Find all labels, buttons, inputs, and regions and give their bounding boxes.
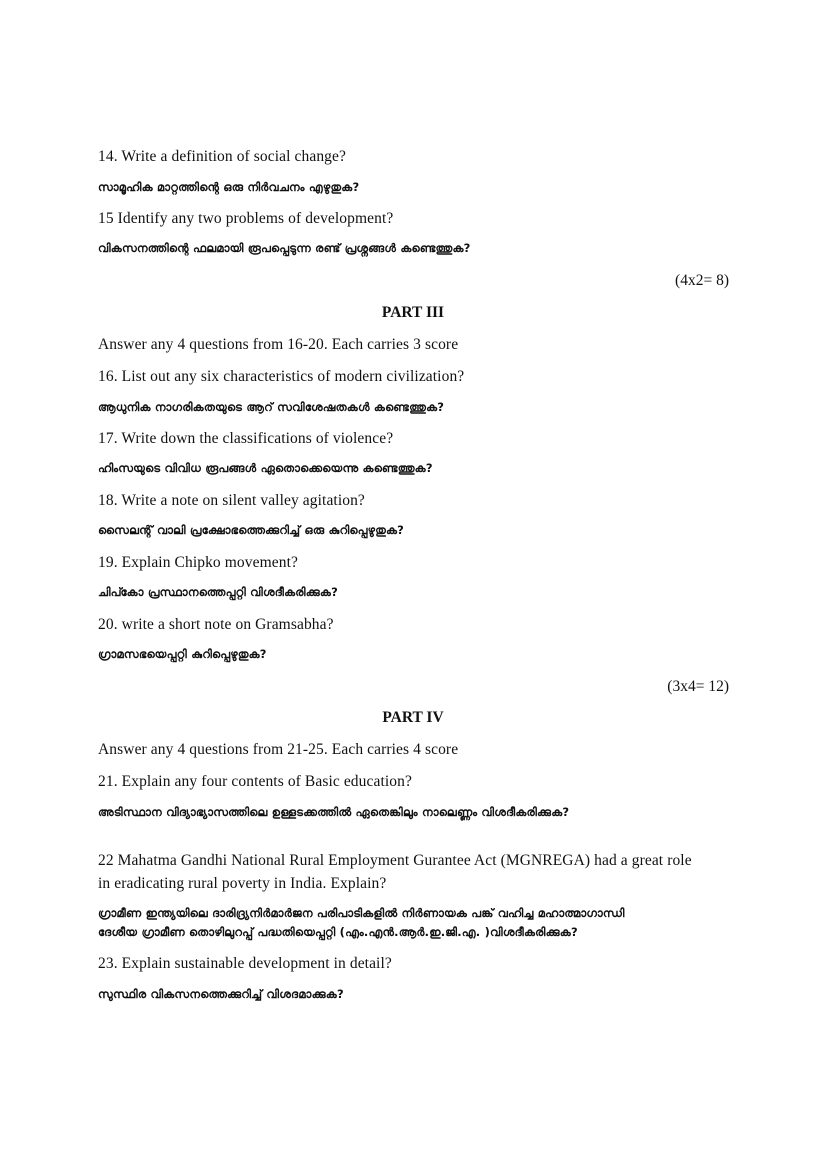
q17-english: 17. Write down the classifications of violence?: [98, 430, 394, 447]
q20-english: 20. write a short note on Gramsabha?: [98, 616, 334, 633]
q16-malayalam: ആധുനിക നാഗരികതയുടെ ആറ് സവിശേഷതകൾ കണ്ടെത്തുക?: [98, 400, 445, 414]
q23-english: 23. Explain sustainable development in detail?: [98, 955, 392, 972]
q16-english: 16. List out any six characteristics of modern civilization?: [98, 368, 465, 385]
q22-malayalam-line2: ദേശീയ ഗ്രാമീണ തൊഴിലുറപ്പ് പദ്ധതിയെപ്പറ്റി (എം.എൻ.ആർ.ഇ.ജി.എ. )വിശദീകരിക്കുക?: [98, 925, 578, 939]
q21-english: 21. Explain any four contents of Basic education?: [98, 773, 412, 790]
q17-malayalam: ഹിംസയുടെ വിവിധ രൂപങ്ങൾ ഏതൊക്കെയെന്നു കണ്ടെത്തുക?: [98, 461, 433, 475]
part3-heading: PART III: [381, 304, 445, 321]
part4-instruction: Answer any 4 questions from 21-25. Each carries 4 score: [98, 741, 459, 758]
q23-malayalam: സുസ്ഥിര വികസനത്തെക്കുറിച്ച് വിശദമാക്കുക?: [98, 987, 344, 1001]
q22-malayalam-line1: ഗ്രാമീണ ഇന്ത്യയിലെ ദാരിദ്ര്യനിർമാർജന പരിപാടികളിൽ നിർണായക പങ്ക് വഹിച്ച മഹാത്മാഗാന്ധി: [98, 906, 625, 920]
part4-heading: PART IV: [382, 709, 444, 726]
part3-marks: (3x4= 12): [667, 678, 729, 695]
q14-english: 14. Write a definition of social change?: [98, 148, 346, 165]
q18-malayalam: സൈലന്റ് വാലി പ്രക്ഷോഭത്തെക്കുറിച്ച് ഒരു കുറിപ്പെഴുതുക?: [98, 523, 405, 537]
q19-english: 19. Explain Chipko movement?: [98, 554, 298, 571]
q19-malayalam: ചിപ്കോ പ്രസ്ഥാനത്തെപ്പറ്റി വിശദീകരിക്കുക?: [98, 585, 338, 599]
q18-english: 18. Write a note on silent valley agitation?: [98, 492, 365, 509]
part2-marks: (4x2= 8): [675, 272, 729, 289]
q22-english-line2: in eradicating rural poverty in India. Explain?: [98, 875, 387, 892]
q15-malayalam: വികസനത്തിന്റെ ഫലമായി രൂപപ്പെടുന്ന രണ്ട് പ്രശ്നങ്ങൾ കണ്ടെത്തുക?: [98, 241, 471, 255]
part3-instruction: Answer any 4 questions from 16-20. Each carries 3 score: [98, 336, 459, 353]
q20-malayalam: ഗ്രാമസഭയെപ്പറ്റി കുറിപ്പെഴുതുക?: [98, 647, 267, 661]
q21-malayalam: അടിസ്ഥാന വിദ്യാഭ്യാസത്തിലെ ഉള്ളടക്കത്തിൽ ഏതെങ്കിലും നാലെണ്ണം വിശദീകരിക്കുക?: [98, 805, 570, 819]
q14-malayalam: സാമൂഹിക മാറ്റത്തിന്റെ ഒരു നിർവചനം എഴുതുക?: [98, 180, 360, 194]
q15-english: 15 Identify any two problems of development?: [98, 210, 394, 227]
q22-english-line1: 22 Mahatma Gandhi National Rural Employment Gurantee Act (MGNREGA) had a great role: [98, 852, 692, 869]
